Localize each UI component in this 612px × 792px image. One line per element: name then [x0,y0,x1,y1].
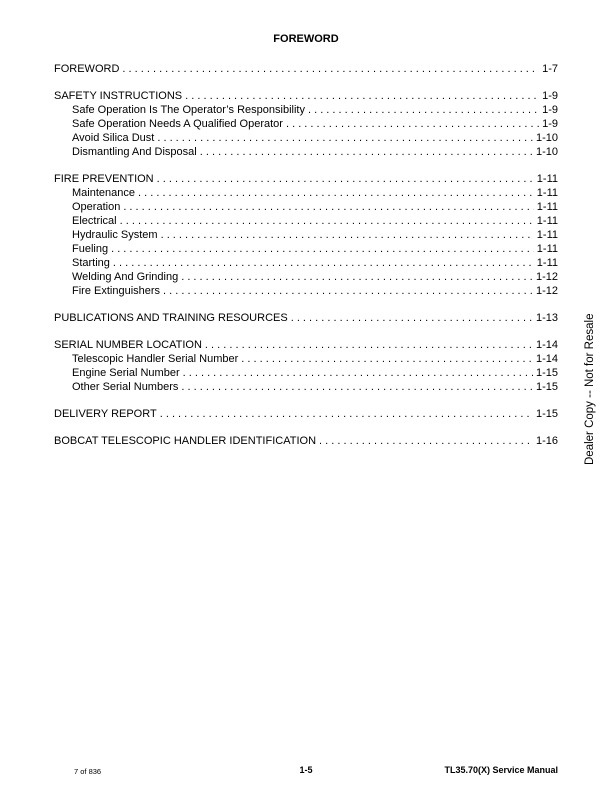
dot-leader [200,145,533,159]
manual-title: TL35.70(X) Service Manual [444,765,558,775]
page-title: FOREWORD [273,33,339,45]
toc-entry-title: Safe Operation Needs A Qualified Operator [72,118,283,130]
toc-entry-title: Fire Extinguishers [72,285,161,297]
toc-subentry[interactable] [54,256,558,270]
toc-section [54,311,558,325]
toc-entry-title: BOBCAT TELESCOPIC HANDLER IDENTIFICATION [54,435,317,447]
toc-entry-title: Hydraulic System [72,229,158,241]
toc-subentry[interactable] [54,380,558,394]
dot-leader [308,103,539,117]
dot-leader [163,284,533,298]
toc-entry[interactable] [54,62,558,76]
toc-entry-page: 1-11 [536,215,558,227]
watermark: Dealer Copy -- Not for Resale [584,313,596,465]
toc-subentry[interactable] [54,145,558,159]
toc-entry-page: 1-9 [542,118,558,130]
toc-entry-title: PUBLICATIONS AND TRAINING RESOURCES [54,312,288,324]
toc-entry-page: 1-15 [535,381,558,393]
toc-entry-page: 1-7 [542,63,558,75]
dot-leader [157,131,533,145]
dot-leader [241,352,533,366]
toc-entry-page: 1-12 [535,271,558,283]
dot-leader [183,366,533,380]
dot-leader [123,200,533,214]
toc-subentry[interactable] [54,200,558,214]
toc-entry-page: 1-14 [535,339,558,351]
toc-subentry[interactable] [54,214,558,228]
toc-section [54,172,558,298]
toc-subentry[interactable] [54,352,558,366]
toc-subentry[interactable] [54,186,558,200]
dot-leader [113,256,534,270]
toc-entry-page: 1-16 [535,435,558,447]
toc-entry[interactable] [54,172,558,186]
toc-subentry[interactable] [54,242,558,256]
toc-entry-page: 1-11 [536,243,558,255]
dot-leader [185,89,539,103]
page-number: 1-5 [299,765,313,775]
toc-entry-title: SERIAL NUMBER LOCATION [54,339,202,351]
toc-entry-title: DELIVERY REPORT [54,408,157,420]
toc-entry-page: 1-11 [536,173,558,185]
toc-section [54,338,558,394]
toc-subentry[interactable] [54,284,558,298]
toc-entry-title: FIRE PREVENTION [54,173,154,185]
toc-entry-title: Maintenance [72,187,135,199]
dot-leader [181,380,533,394]
toc-entry-title: Dismantling And Disposal [72,146,197,158]
toc-entry-page: 1-14 [535,353,558,365]
toc-entry[interactable] [54,311,558,325]
dot-leader [138,186,534,200]
dot-leader [286,117,539,131]
dot-leader [161,228,534,242]
toc-entry-page: 1-13 [535,312,558,324]
dot-leader [160,407,533,421]
toc-entry-page: 1-9 [542,104,558,116]
toc-entry-title: Other Serial Numbers [72,381,179,393]
toc-entry-title: Safe Operation Is The Operator’s Responsibility [72,104,305,116]
toc-entry-page: 1-15 [535,367,558,379]
toc-entry-page: 1-11 [536,201,558,213]
toc-entry-title: Avoid Silica Dust [72,132,155,144]
toc-entry[interactable] [54,434,558,448]
toc-subentry[interactable] [54,228,558,242]
toc-entry[interactable] [54,407,558,421]
toc-subentry[interactable] [54,117,558,131]
toc-entry-title: SAFETY INSTRUCTIONS [54,90,183,102]
pdf-page-counter: 7 of 836 [74,767,102,776]
toc-entry-page: 1-11 [536,257,558,269]
toc-subentry[interactable] [54,131,558,145]
toc-entry-title: Operation [72,201,121,213]
toc-section [54,434,558,448]
toc-entry-page: 1-12 [535,285,558,297]
dot-leader [120,214,534,228]
toc-entry-title: Fueling [72,243,109,255]
toc-entry-page: 1-10 [535,146,558,158]
toc-subentry[interactable] [54,270,558,284]
toc-entry-page: 1-15 [535,408,558,420]
dot-leader [205,338,533,352]
toc-entry[interactable] [54,338,558,352]
toc-entry-page: 1-9 [542,90,558,102]
dot-leader [111,242,534,256]
toc-entry-title: Engine Serial Number [72,367,180,379]
toc-entry-page: 1-11 [536,229,558,241]
toc-entry-title: Telescopic Handler Serial Number [72,353,239,365]
toc-entry-title: FOREWORD [54,63,120,75]
toc-section [54,89,558,159]
toc-subentry[interactable] [54,103,558,117]
dot-leader [122,62,539,76]
toc-entry-title: Starting [72,257,110,269]
dot-leader [157,172,534,186]
dot-leader [319,434,533,448]
toc-entry-page: 1-10 [535,132,558,144]
dot-leader [181,270,533,284]
toc-entry-title: Electrical [72,215,117,227]
toc-entry-title: Welding And Grinding [72,271,179,283]
table-of-contents [54,62,558,461]
toc-subentry[interactable] [54,366,558,380]
dot-leader [291,311,533,325]
toc-section [54,62,558,76]
toc-section [54,407,558,421]
toc-entry[interactable] [54,89,558,103]
toc-entry-page: 1-11 [536,187,558,199]
